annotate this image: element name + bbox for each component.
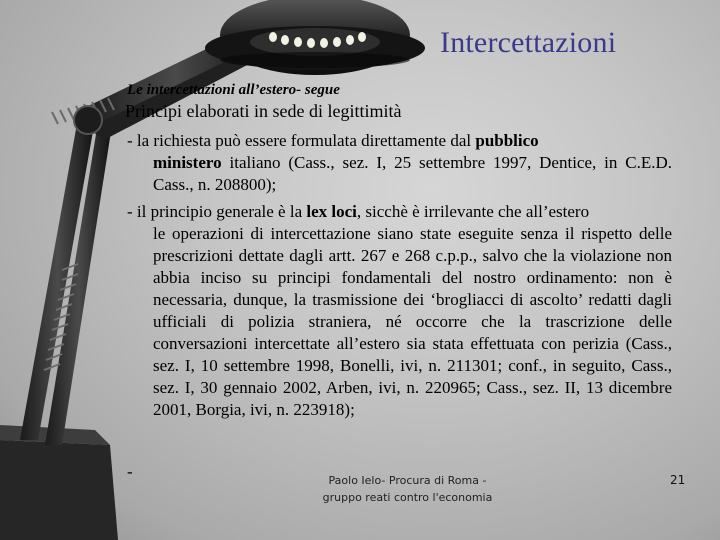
keyword-ministero: ministero (153, 153, 222, 172)
principle-item-1-first-line: - la richiesta può essere formulata direttamente dal pubblico (127, 131, 539, 150)
principle-item-1-continuation: ministero italiano (Cass., sez. I, 25 settembre 1997, Dentice, in C.E.D. Cass., n. 208800); (153, 153, 672, 194)
principle-item-2-first-line: - il principio generale è la lex loci, sicchè è irrilevante che all’estero (127, 202, 590, 221)
empty-bullet: - (127, 462, 133, 481)
keyword-lex-loci: lex loci (306, 202, 357, 221)
footer-group: gruppo reati contro l'economia (322, 491, 493, 504)
page-number: 21 (670, 473, 686, 487)
principle-item-2-continuation: le operazioni di intercettazione siano state eseguite senza il rispetto delle prescrizioni dettate dagli artt. 267 e 268 c.p.p., salvo che la violazione non abbia inciso su principi fondamentali del nostro ordinamento: non è necessaria, dunque, la trasmissione dei ‘brogliacci di ascolto’ redatti dagli ufficiali di polizia straniera, né occorre che la trascrizione delle conversazioni intercettate all’estero sia stata effettuata con perizia (Cass., sez. I, 10 settembre 1998, Bonelli, ivi, n. 211301; conf., in seguito, Cass., sez. I, 30 gennaio 2002, Arben, ivi, n. 220965; Cass., sez. II, 13 dicembre 2001, Borgia, ivi, n. 223918); (153, 224, 672, 419)
footer-author: Paolo Ielo- Procura di Roma - (328, 474, 487, 487)
principles-heading: Principi elaborati in sede di legittimità (125, 101, 402, 121)
slide-footer (300, 472, 515, 506)
principle-item-2 (127, 201, 672, 421)
slide-title: Intercettazioni (440, 26, 617, 59)
subheading: Le intercettazioni all’estero- segue (127, 82, 340, 98)
principle-item-1 (127, 130, 672, 196)
keyword-pubblico: pubblico (475, 131, 539, 150)
